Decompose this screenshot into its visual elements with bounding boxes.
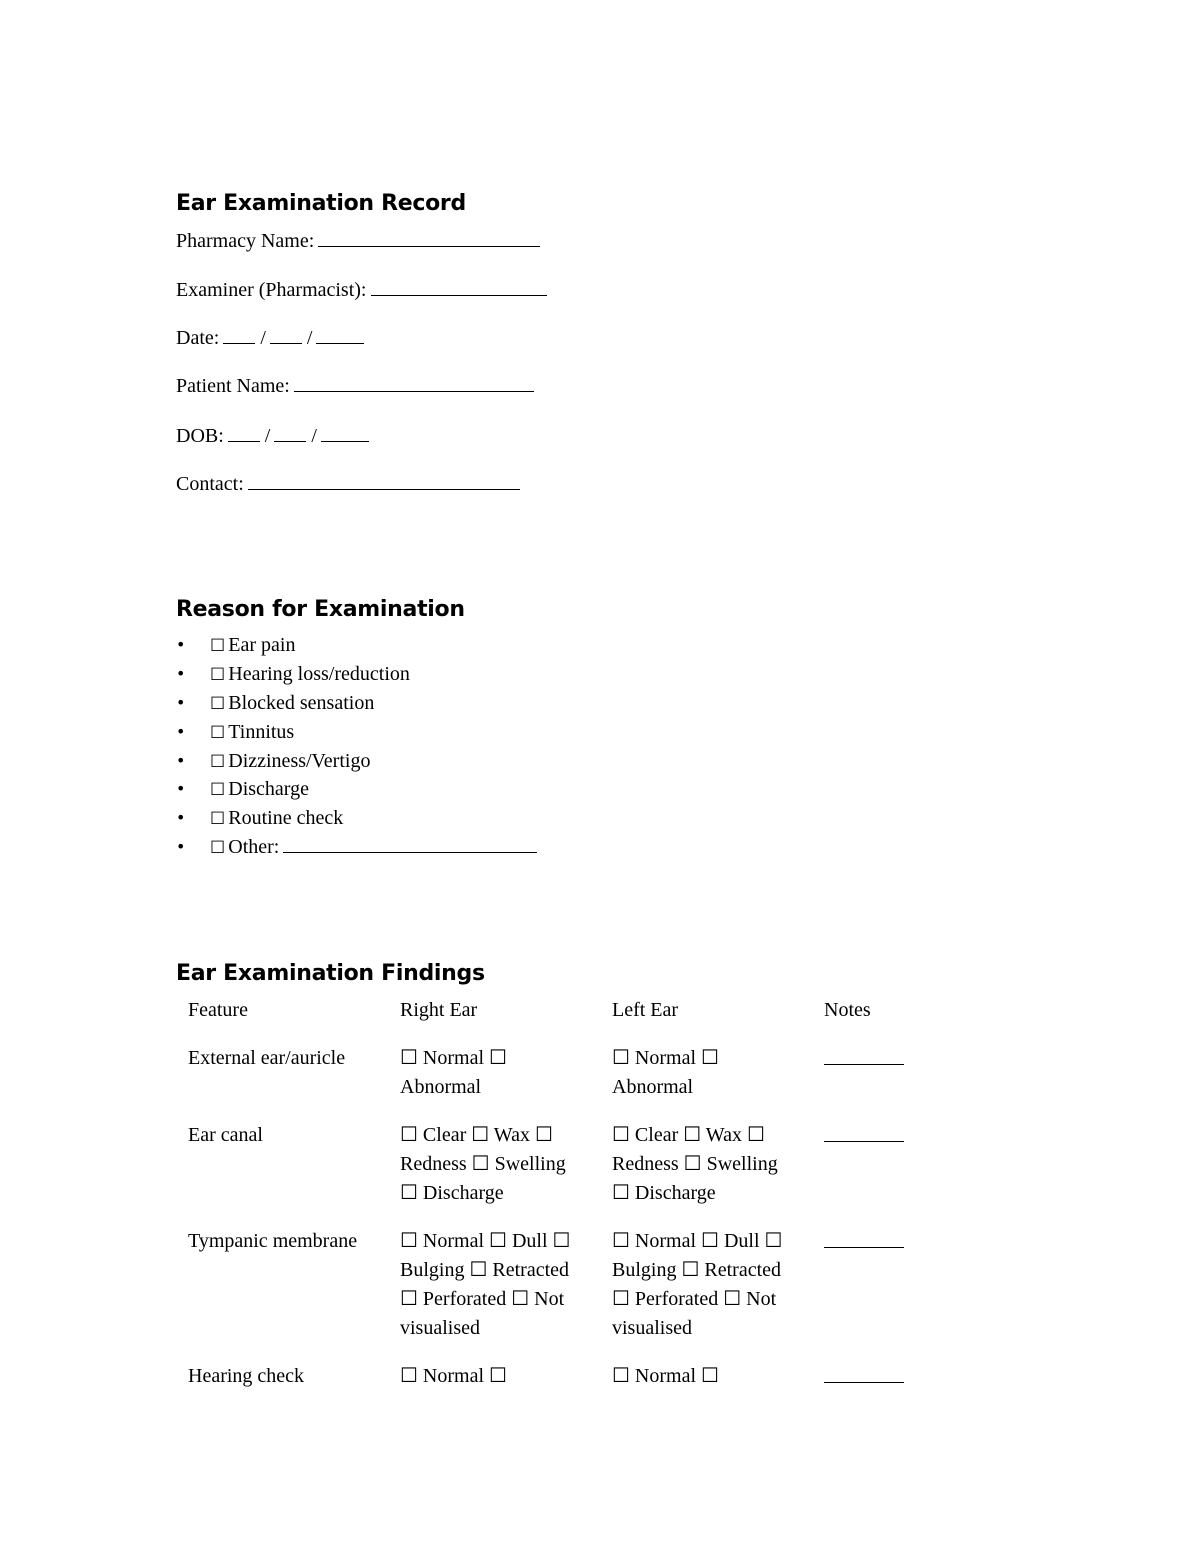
- dob-month-line[interactable]: [274, 423, 306, 442]
- patient-name-field: [176, 373, 534, 399]
- left-ear-cell[interactable]: ☐ Normal ☐ Dull ☐ Bulging ☐ Retracted ☐ Perforated ☐ Not visualised: [612, 1230, 783, 1339]
- date-year-line[interactable]: [316, 325, 364, 344]
- dob-day-line[interactable]: [228, 423, 260, 442]
- dob-separator: /: [311, 425, 317, 447]
- bullet-icon: •: [176, 692, 186, 712]
- pharmacy-name-label: Pharmacy Name:: [176, 230, 315, 252]
- list-item: [176, 661, 537, 690]
- checkbox-icon[interactable]: ☐: [210, 809, 226, 830]
- list-item: [176, 776, 537, 805]
- left-ear-cell[interactable]: ☐ Clear ☐ Wax ☐ Redness ☐ Swelling ☐ Discharge: [612, 1124, 778, 1204]
- header-notes: Notes: [824, 999, 871, 1021]
- notes-line[interactable]: [824, 1362, 904, 1383]
- dob-field: [176, 423, 369, 449]
- left-ear-cell[interactable]: ☐ Normal ☐: [612, 1365, 719, 1387]
- checkbox-icon[interactable]: ☐: [210, 838, 226, 859]
- table-header-row: [176, 996, 932, 1044]
- dob-label: DOB:: [176, 425, 224, 447]
- bullet-icon: •: [176, 837, 186, 857]
- list-item: [176, 834, 537, 863]
- findings-title: Ear Examination Findings: [176, 961, 485, 986]
- reason-list: [176, 632, 537, 863]
- checkbox-icon[interactable]: ☐: [210, 636, 226, 656]
- date-field: [176, 325, 364, 351]
- feature-cell: Hearing check: [188, 1365, 305, 1387]
- list-item: [176, 632, 537, 661]
- bullet-icon: •: [176, 721, 186, 741]
- notes-line[interactable]: [824, 1044, 904, 1065]
- findings-table: [176, 996, 932, 1411]
- reason-title: Reason for Examination: [176, 597, 465, 622]
- table-row: [176, 1362, 932, 1411]
- examiner-line[interactable]: [371, 277, 547, 296]
- notes-cell: [812, 1227, 932, 1362]
- reason-label: Dizziness/Vertigo: [228, 749, 371, 772]
- notes-cell: [812, 1362, 932, 1411]
- patient-name-line[interactable]: [294, 373, 534, 392]
- reason-label: Blocked sensation: [228, 691, 375, 714]
- checkbox-icon[interactable]: ☐: [210, 780, 226, 801]
- other-reason-line[interactable]: [283, 834, 537, 853]
- header-right-ear: Right Ear: [400, 999, 478, 1021]
- contact-label: Contact:: [176, 473, 244, 495]
- examiner-label: Examiner (Pharmacist):: [176, 279, 367, 301]
- examiner-field: [176, 277, 547, 303]
- pharmacy-name-line[interactable]: [318, 228, 540, 247]
- reason-label: Hearing loss/reduction: [228, 662, 410, 685]
- date-separator: /: [260, 327, 266, 349]
- notes-line[interactable]: [824, 1121, 904, 1142]
- date-month-line[interactable]: [270, 325, 302, 344]
- right-ear-cell[interactable]: ☐ Normal ☐ Dull ☐ Bulging ☐ Retracted ☐ Perforated ☐ Not visualised: [400, 1230, 571, 1339]
- dob-year-line[interactable]: [321, 423, 369, 442]
- bullet-icon: •: [176, 663, 186, 683]
- contact-field: [176, 471, 520, 497]
- header-feature: Feature: [188, 999, 248, 1021]
- bullet-icon: •: [176, 808, 186, 828]
- table-row: [176, 1044, 932, 1121]
- notes-cell: [812, 1044, 932, 1121]
- table-row: [176, 1121, 932, 1227]
- feature-cell: Ear canal: [188, 1124, 263, 1146]
- checkbox-icon[interactable]: ☐: [210, 722, 226, 743]
- date-day-line[interactable]: [223, 325, 255, 344]
- right-ear-cell[interactable]: ☐ Normal ☐: [400, 1365, 507, 1387]
- table-row: [176, 1227, 932, 1362]
- list-item: [176, 748, 537, 777]
- notes-cell: [812, 1121, 932, 1227]
- record-title: Ear Examination Record: [176, 191, 466, 216]
- right-ear-cell[interactable]: ☐ Normal ☐ Abnormal: [400, 1047, 507, 1098]
- reason-label: Routine check: [228, 807, 344, 830]
- pharmacy-name-field: [176, 228, 540, 254]
- contact-line[interactable]: [248, 471, 520, 490]
- notes-line[interactable]: [824, 1227, 904, 1248]
- checkbox-icon[interactable]: ☐: [210, 693, 226, 714]
- left-ear-cell[interactable]: ☐ Normal ☐ Abnormal: [612, 1047, 719, 1098]
- header-left-ear: Left Ear: [612, 999, 679, 1021]
- reason-label: Other:: [228, 836, 280, 859]
- reason-label: Discharge: [228, 778, 309, 801]
- checkbox-icon[interactable]: ☐: [210, 751, 226, 772]
- list-item: [176, 805, 537, 834]
- bullet-icon: •: [176, 750, 186, 770]
- date-label: Date:: [176, 327, 220, 349]
- patient-name-label: Patient Name:: [176, 375, 290, 397]
- reason-label: Tinnitus: [228, 720, 295, 743]
- dob-separator: /: [264, 425, 271, 447]
- reason-label: Ear pain: [228, 634, 296, 656]
- feature-cell: External ear/auricle: [188, 1047, 346, 1069]
- bullet-icon: •: [176, 779, 186, 799]
- feature-cell: Tympanic membrane: [188, 1230, 358, 1252]
- list-item: [176, 690, 537, 719]
- date-separator: /: [306, 327, 313, 349]
- right-ear-cell[interactable]: ☐ Clear ☐ Wax ☐ Redness ☐ Swelling ☐ Discharge: [400, 1124, 566, 1204]
- bullet-icon: •: [176, 635, 186, 654]
- list-item: [176, 719, 537, 748]
- checkbox-icon[interactable]: ☐: [210, 664, 226, 685]
